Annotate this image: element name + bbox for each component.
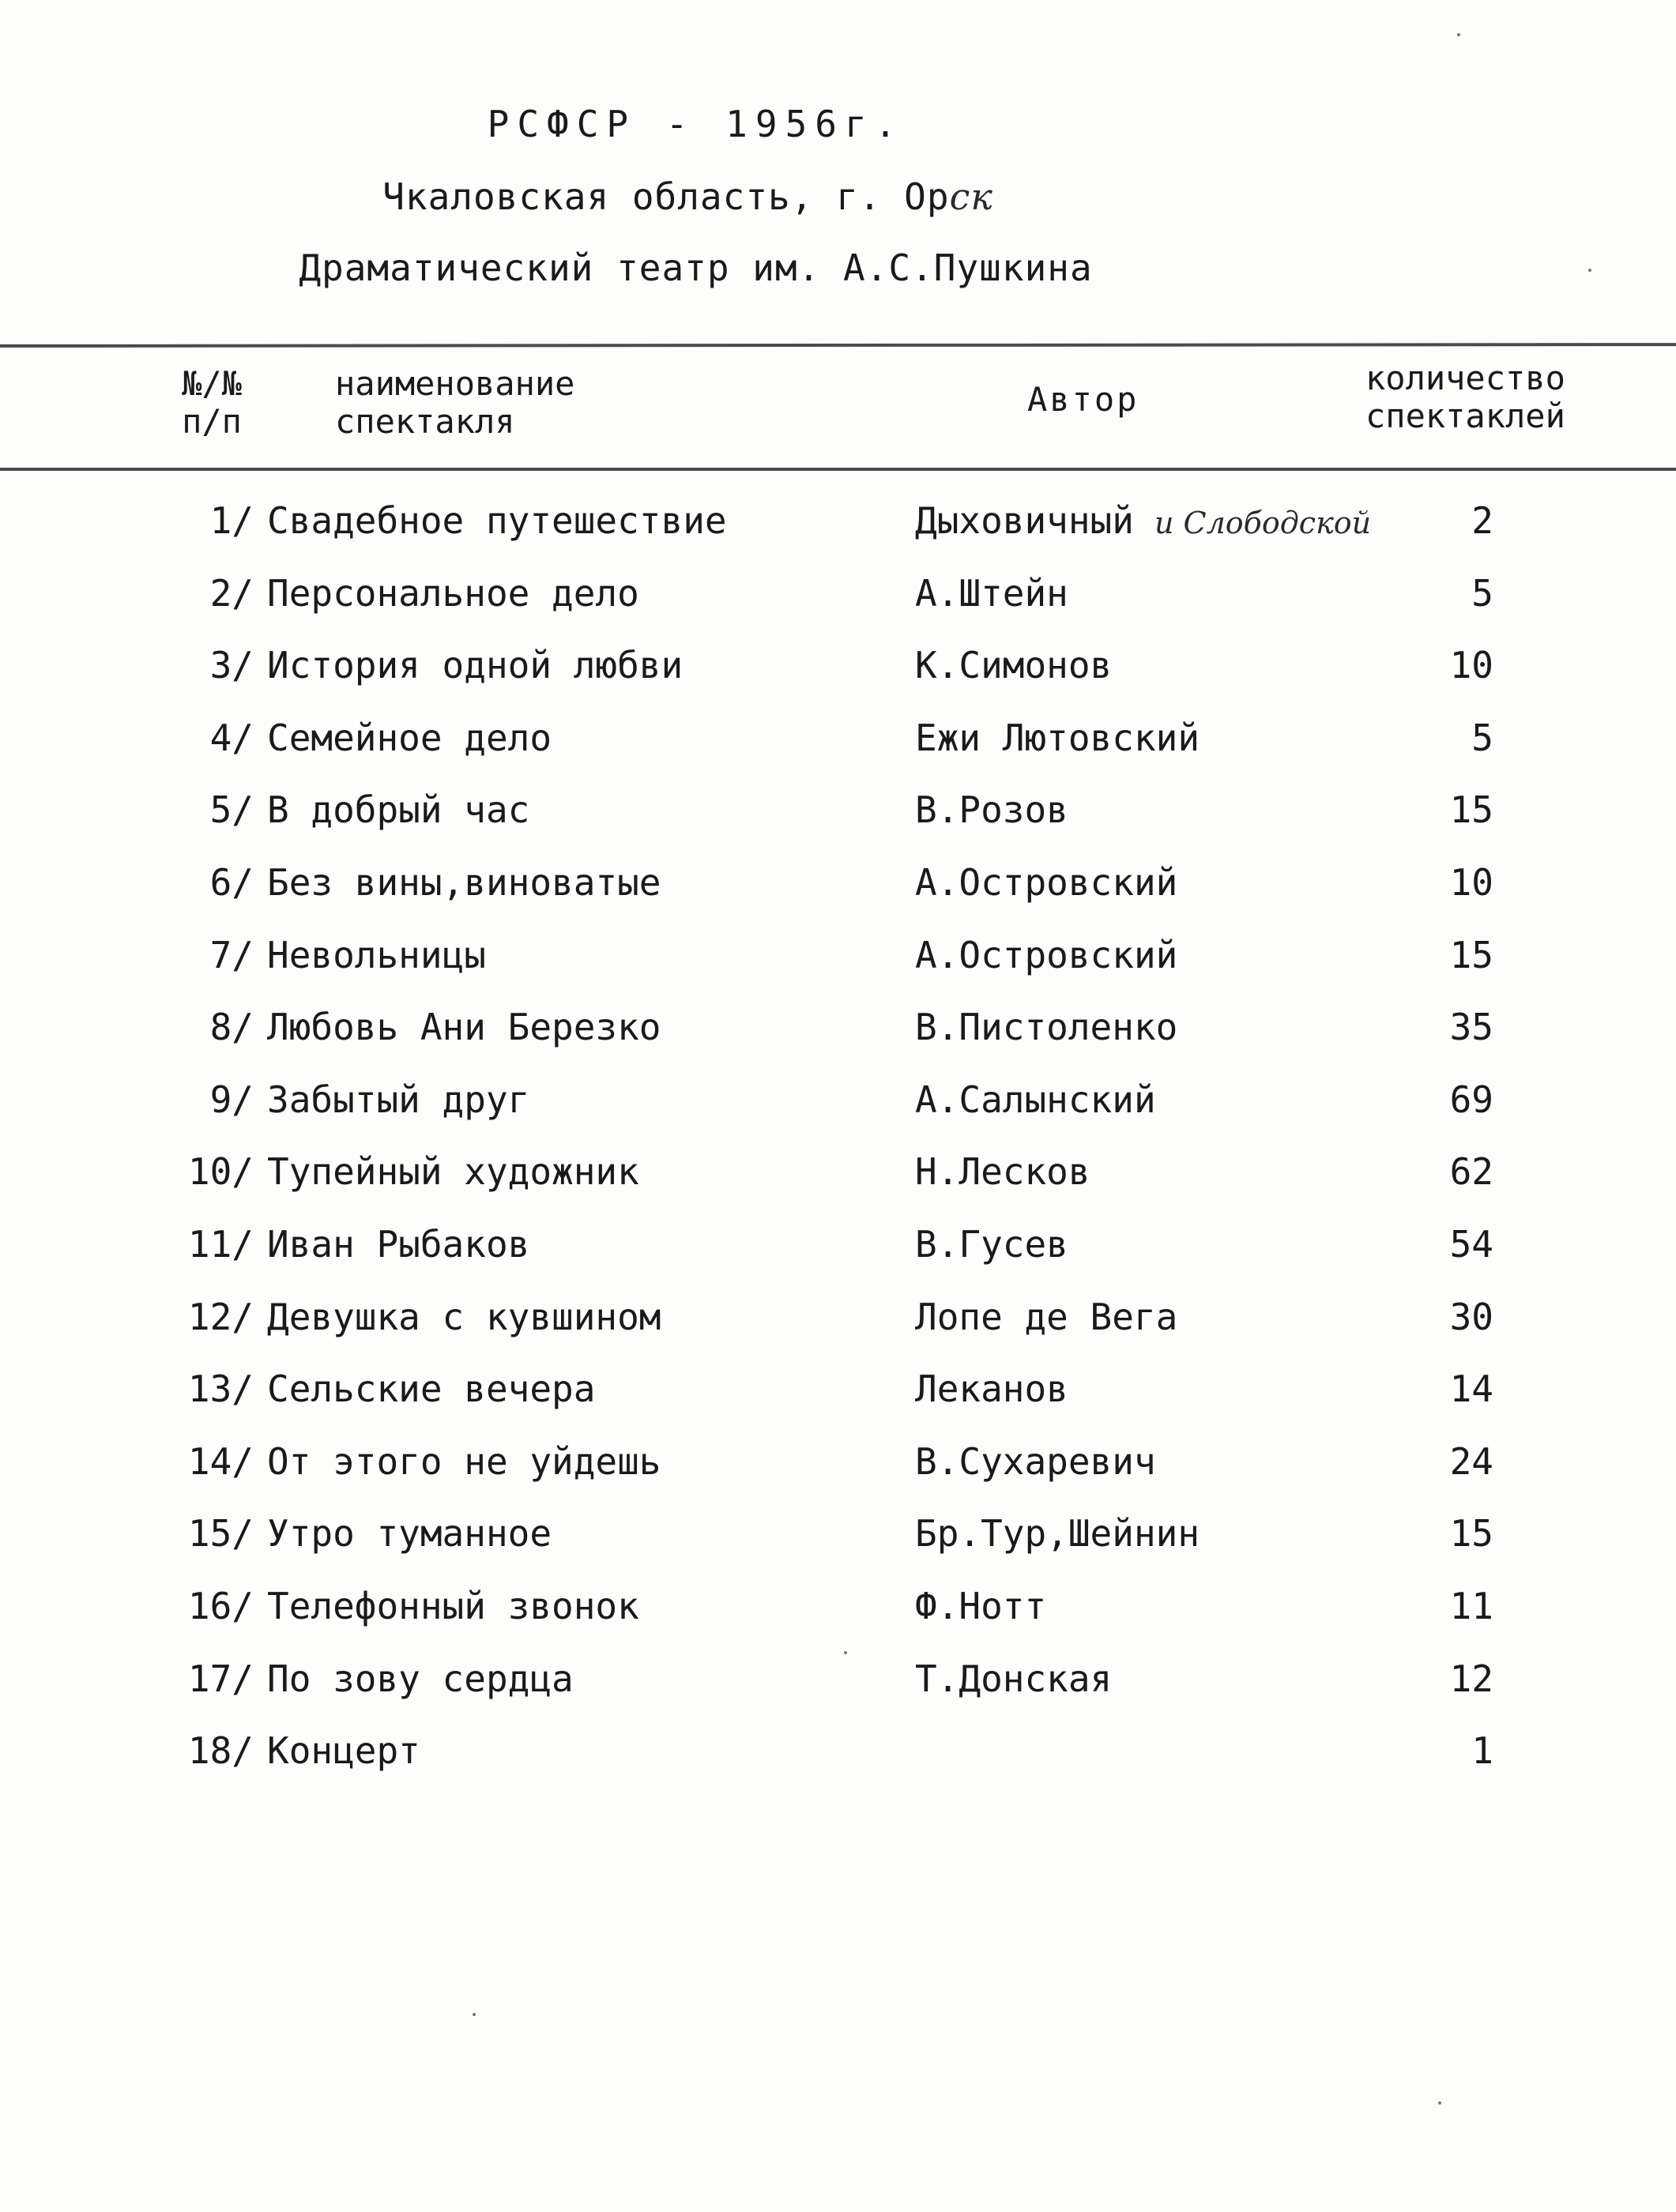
row-author bbox=[915, 572, 1068, 615]
table-header-rule bbox=[0, 468, 1676, 471]
table-row bbox=[0, 788, 1676, 861]
row-count: 24 bbox=[1449, 1440, 1493, 1483]
paper-speck bbox=[473, 2013, 476, 2016]
table-top-rule bbox=[0, 343, 1676, 348]
row-title: Персональное дело bbox=[267, 572, 639, 615]
row-author bbox=[915, 1223, 1068, 1266]
column-header-count: количество спектаклей bbox=[1365, 359, 1565, 435]
row-author bbox=[915, 499, 1371, 542]
row-count: 62 bbox=[1449, 1150, 1493, 1193]
row-count: 15 bbox=[1449, 788, 1493, 831]
row-count: 69 bbox=[1449, 1078, 1493, 1121]
row-number: 5/ bbox=[209, 788, 254, 831]
row-number: 10/ bbox=[187, 1150, 254, 1193]
row-count: 35 bbox=[1449, 1006, 1493, 1048]
row-author bbox=[915, 1367, 1068, 1410]
table-row bbox=[0, 1223, 1676, 1296]
row-number: 11/ bbox=[187, 1223, 254, 1266]
row-number: 3/ bbox=[209, 644, 254, 687]
row-author-name: А.Штейн bbox=[915, 572, 1068, 615]
row-author-name: А.Островский bbox=[915, 934, 1178, 976]
table-row bbox=[0, 1296, 1676, 1368]
row-count: 15 bbox=[1449, 1512, 1493, 1555]
row-title: Любовь Ани Березко bbox=[267, 1006, 661, 1048]
row-author-name: Леканов bbox=[915, 1367, 1068, 1410]
table-row bbox=[0, 644, 1676, 717]
row-count: 54 bbox=[1449, 1223, 1493, 1266]
row-number: 12/ bbox=[187, 1296, 254, 1338]
row-author-handwritten-note: и Слободской bbox=[1154, 506, 1372, 540]
row-count: 11 bbox=[1449, 1585, 1493, 1627]
row-number: 18/ bbox=[187, 1729, 254, 1772]
row-author bbox=[915, 1078, 1156, 1121]
row-title: Сельские вечера bbox=[267, 1367, 596, 1410]
paper-speck bbox=[1588, 269, 1591, 272]
paper-speck bbox=[1457, 33, 1460, 36]
row-author-name: Ежи Лютовский bbox=[915, 717, 1200, 759]
row-count: 2 bbox=[1471, 499, 1493, 542]
row-title: Невольницы bbox=[267, 934, 486, 976]
row-title: Тупейный художник bbox=[267, 1150, 639, 1193]
row-number: 17/ bbox=[187, 1657, 254, 1700]
table-row bbox=[0, 1440, 1676, 1513]
column-header-title: наименование спектакля bbox=[335, 364, 575, 441]
header-republic-year: РСФСР - 1956г. bbox=[487, 103, 905, 145]
row-count: 10 bbox=[1449, 861, 1493, 904]
header-region-city bbox=[0, 175, 1526, 218]
table-row bbox=[0, 1006, 1676, 1078]
row-author-name: В.Пистоленко bbox=[915, 1006, 1178, 1048]
table-row bbox=[0, 1512, 1676, 1585]
row-author bbox=[915, 717, 1200, 759]
header-region-typed: Чкаловская область, г. Ор bbox=[382, 175, 950, 218]
row-author bbox=[915, 1512, 1200, 1555]
row-author bbox=[915, 1440, 1156, 1483]
row-title: Иван Рыбаков bbox=[267, 1223, 530, 1266]
row-number: 6/ bbox=[209, 861, 254, 904]
row-title: Свадебное путешествие bbox=[267, 499, 727, 542]
row-count: 30 bbox=[1449, 1296, 1493, 1338]
row-title: По зову сердца bbox=[267, 1657, 574, 1700]
row-number: 16/ bbox=[187, 1585, 254, 1627]
table-row bbox=[0, 1729, 1676, 1802]
row-author-name: Бр.Тур,Шейнин bbox=[915, 1512, 1200, 1555]
row-title: В добрый час bbox=[267, 788, 530, 831]
table-row bbox=[0, 934, 1676, 1006]
row-number: 9/ bbox=[209, 1078, 254, 1121]
row-author-name: Н.Лесков bbox=[915, 1150, 1090, 1193]
table-row bbox=[0, 499, 1676, 572]
row-number: 14/ bbox=[187, 1440, 254, 1483]
column-header-number: №/№ п/п bbox=[182, 364, 242, 441]
row-author-name: В.Гусев bbox=[915, 1223, 1068, 1266]
row-author bbox=[915, 644, 1112, 687]
row-title: Телефонный звонок bbox=[267, 1585, 639, 1627]
row-title: От этого не уйдешь bbox=[267, 1440, 661, 1483]
row-author-name: Лопе де Вега bbox=[915, 1296, 1178, 1338]
row-count: 10 bbox=[1449, 644, 1493, 687]
row-title: Девушка с кувшином bbox=[267, 1296, 661, 1338]
table-row bbox=[0, 1585, 1676, 1657]
row-number: 2/ bbox=[209, 572, 254, 615]
row-number: 7/ bbox=[209, 934, 254, 976]
row-title: Утро туманное bbox=[267, 1512, 552, 1555]
table-row bbox=[0, 717, 1676, 789]
row-number: 8/ bbox=[209, 1006, 254, 1048]
header-theatre: Драматический театр им. А.С.Пушкина bbox=[299, 246, 1093, 289]
row-author-name: В.Розов bbox=[915, 788, 1068, 831]
row-author bbox=[915, 934, 1177, 976]
row-title: История одной любви bbox=[267, 644, 684, 687]
row-number: 1/ bbox=[209, 499, 254, 542]
row-author-name: К.Симонов bbox=[915, 644, 1113, 687]
row-title: Забытый друг bbox=[267, 1078, 530, 1121]
row-title: Без вины,виноватые bbox=[267, 861, 661, 904]
row-author-name: А.Салынский bbox=[915, 1078, 1156, 1121]
row-author-name: Дыховичный bbox=[915, 499, 1134, 542]
row-count: 1 bbox=[1471, 1729, 1493, 1772]
row-author-name: В.Сухаревич bbox=[915, 1440, 1156, 1483]
row-title: Концерт bbox=[267, 1729, 420, 1772]
row-author-name: А.Островский bbox=[915, 861, 1178, 904]
table-row bbox=[0, 1367, 1676, 1440]
row-title: Семейное дело bbox=[267, 717, 552, 759]
row-author bbox=[915, 1150, 1090, 1193]
table-row bbox=[0, 1657, 1676, 1730]
row-count: 5 bbox=[1471, 717, 1493, 759]
row-author bbox=[915, 1006, 1177, 1048]
table-row bbox=[0, 1150, 1676, 1223]
row-author-name: Ф.Нотт bbox=[915, 1585, 1047, 1627]
row-count: 14 bbox=[1449, 1367, 1493, 1410]
row-number: 15/ bbox=[187, 1512, 254, 1555]
row-author bbox=[915, 861, 1177, 904]
row-author bbox=[915, 788, 1068, 831]
paper-speck bbox=[1438, 2101, 1441, 2105]
row-number: 4/ bbox=[209, 717, 254, 759]
row-author bbox=[915, 1585, 1046, 1627]
header-city-handwritten: ск bbox=[949, 175, 993, 218]
row-author bbox=[915, 1296, 1177, 1338]
table-row bbox=[0, 861, 1676, 934]
row-number: 13/ bbox=[187, 1367, 254, 1410]
row-count: 12 bbox=[1449, 1657, 1493, 1700]
column-header-author: Автор bbox=[1027, 380, 1139, 419]
row-author-name: Т.Донская bbox=[915, 1657, 1113, 1700]
table-row bbox=[0, 572, 1676, 645]
table-row bbox=[0, 1078, 1676, 1151]
row-count: 5 bbox=[1471, 572, 1493, 615]
paper-speck bbox=[844, 1651, 847, 1654]
row-count: 15 bbox=[1449, 934, 1493, 976]
row-author bbox=[915, 1657, 1112, 1700]
